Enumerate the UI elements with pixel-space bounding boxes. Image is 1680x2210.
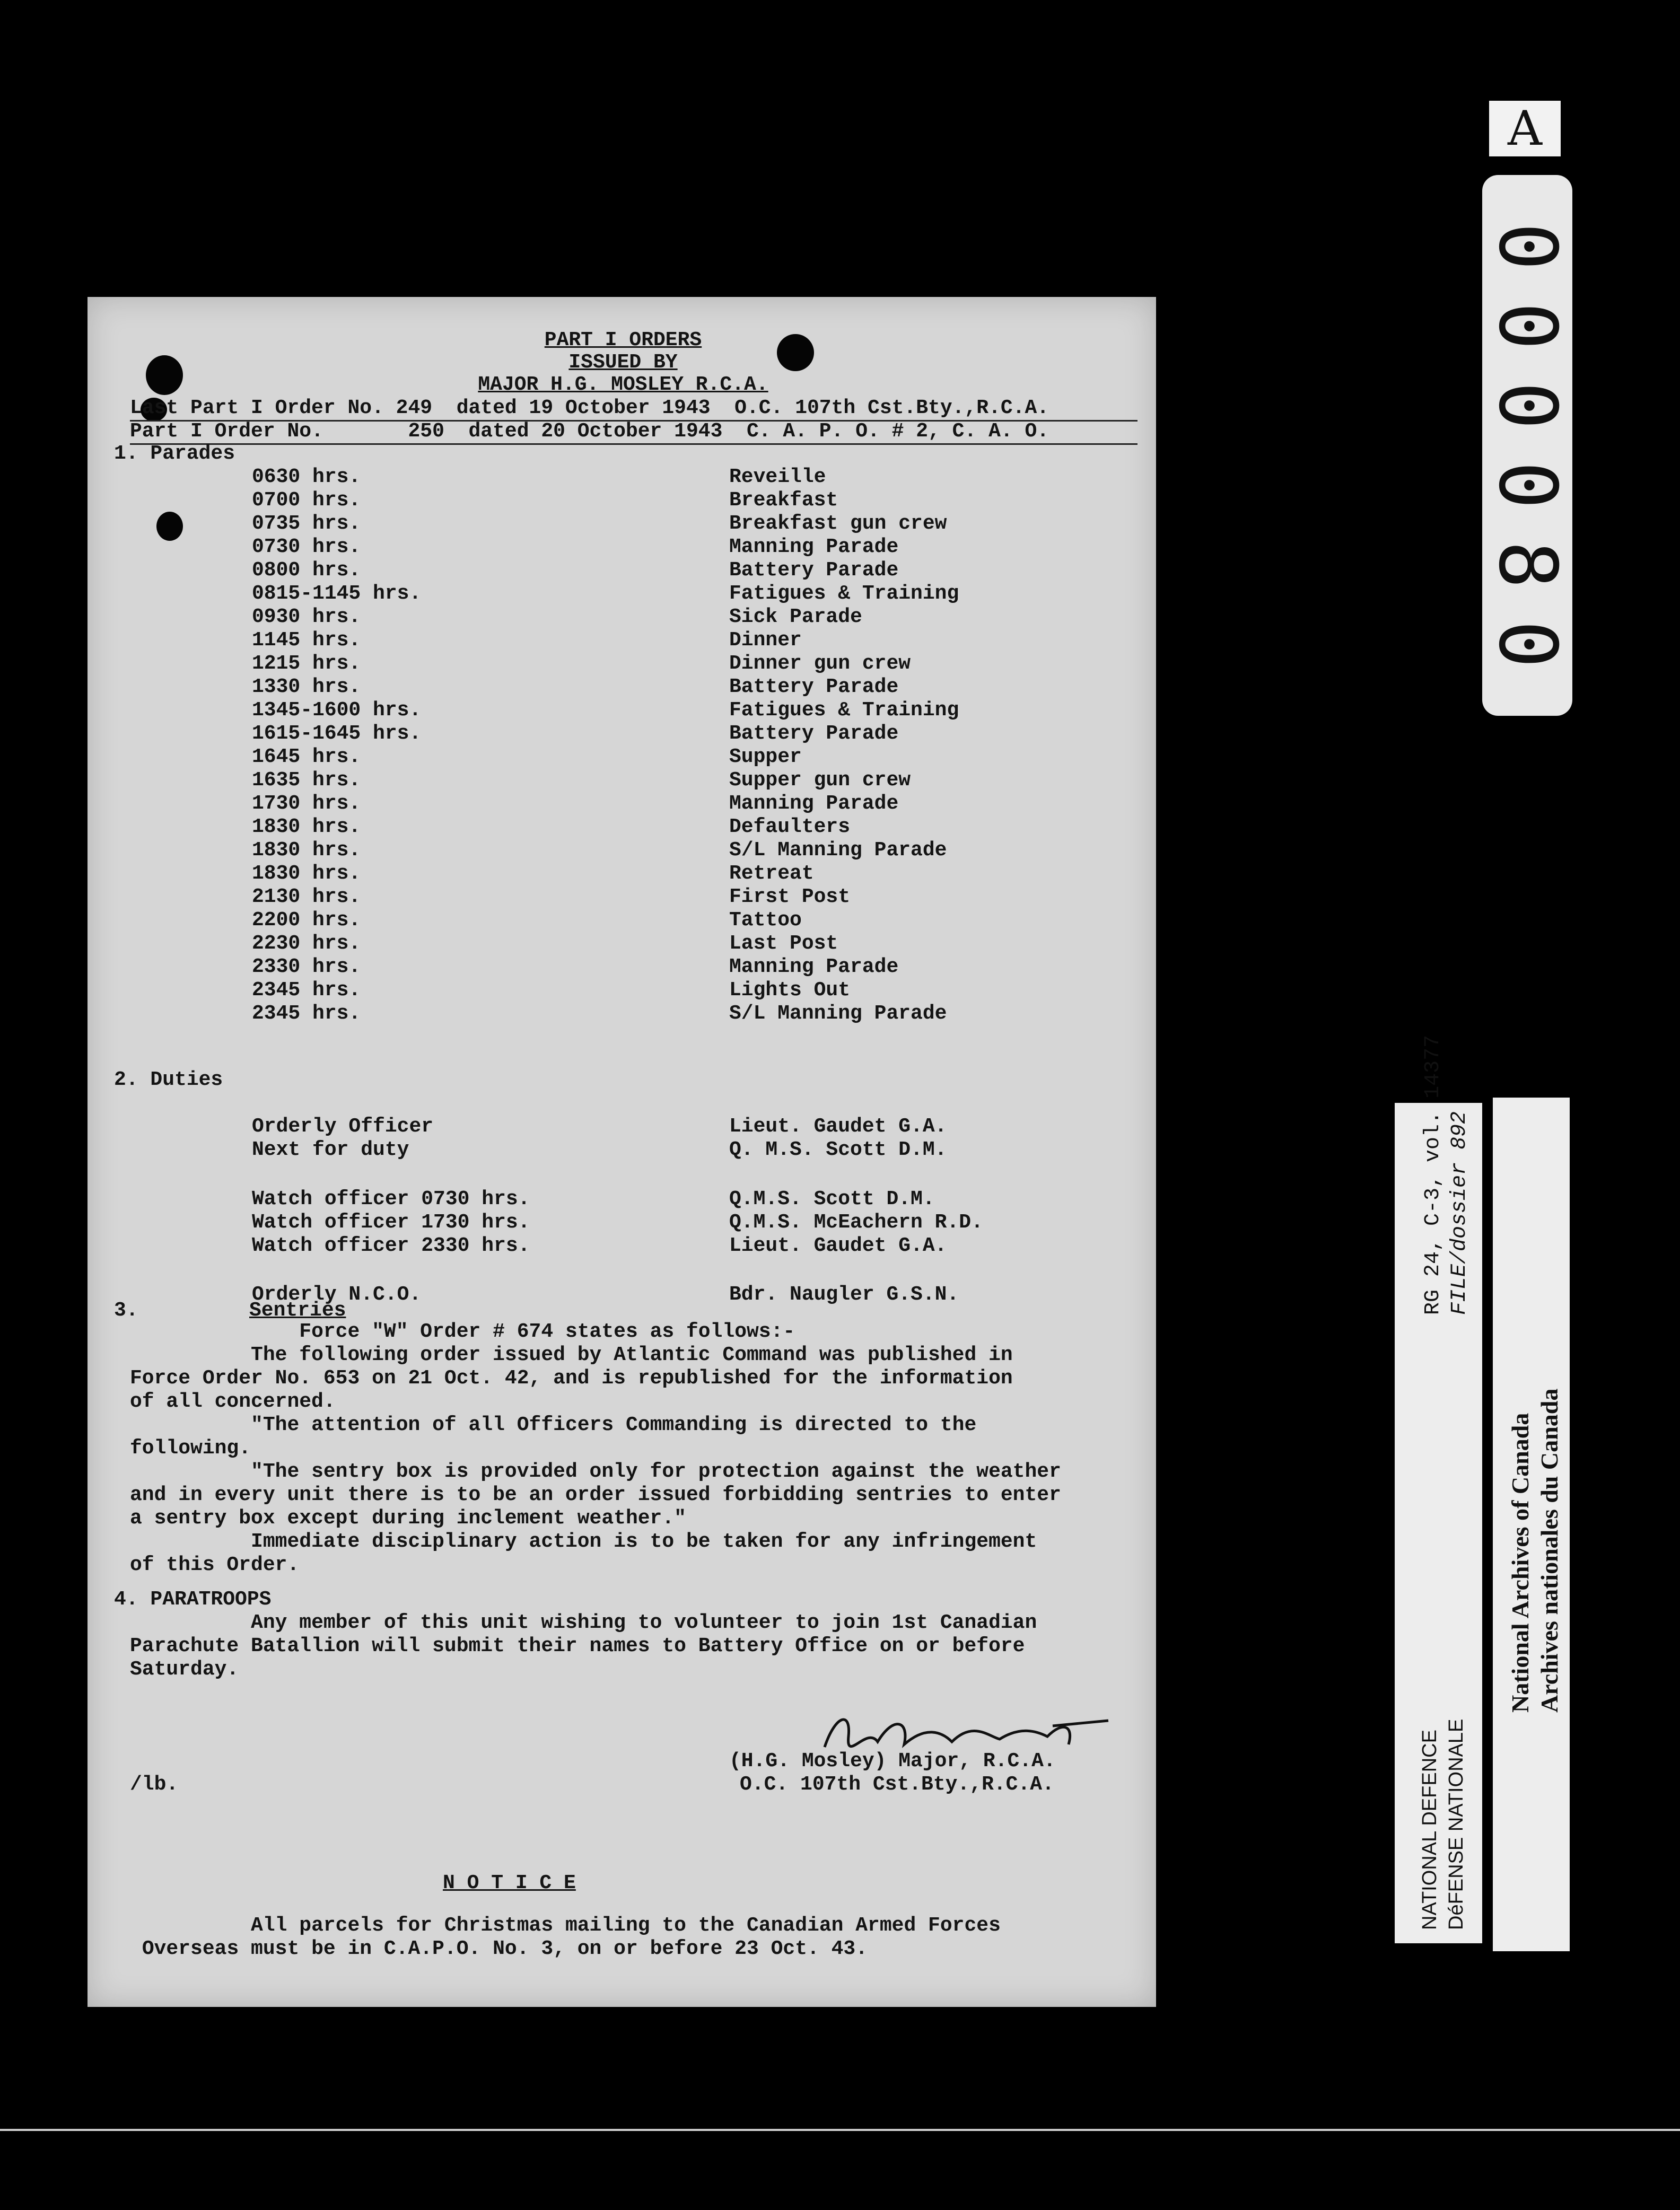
sentries-paragraph-5: Immediate disciplinary action is to be taken for any infringement of this Order. [130,1530,1037,1576]
department-english: NATIONAL DEFENCE [1419,1730,1441,1930]
duty-assignee: Q.M.S. Scott D.M. [729,1188,935,1211]
parade-time: 1730 hrs. [252,792,361,815]
parade-event: Retreat [729,862,814,885]
this-order-line: Part I Order No. 250 dated 20 October 1943 C. A. P. O. # 2, C. A. O. [130,420,1138,445]
parade-event: Supper gun crew [729,769,911,792]
duties-heading: 2. Duties [114,1068,223,1091]
paratroops-heading: 4. PARATROOPS [114,1588,272,1611]
parade-event: Battery Parade [729,676,899,698]
parade-time: 0630 hrs. [252,466,361,488]
duty-assignee: Lieut. Gaudet G.A. [729,1234,947,1257]
parade-time: 2130 hrs. [252,885,361,908]
parade-event: Dinner gun crew [729,652,911,675]
archive-file-number: FILE/dossier 892 [1448,1111,1472,1315]
signature-name: (H.G. Mosley) Major, R.C.A. [729,1750,1056,1773]
archive-label-right [1493,1098,1570,1951]
department-french: DéFENSE NATIONALE [1445,1718,1467,1930]
parade-time: 2345 hrs. [252,1002,361,1025]
parade-event: Dinner [729,629,802,652]
frame-digit: 0 [1481,620,1573,669]
sentries-paragraph-4: "The sentry box is provided only for protection against the weather and in every unit there is to be an order issued forbidding sentries to enter a sentry box except during inclement weather." [130,1460,1061,1530]
parade-time: 0800 hrs. [252,559,361,582]
parade-event: Manning Parade [729,792,899,815]
parade-time: 1830 hrs. [252,815,361,838]
parade-event: Battery Parade [729,722,899,745]
frame-digit: 0 [1481,302,1573,350]
archive-reference: RG 24, C-3, vol. 14377 [1421,1034,1445,1315]
parade-time: 1830 hrs. [252,839,361,862]
parade-event: Fatigues & Training [729,582,959,605]
notice-text: All parcels for Christmas mailing to the Canadian Armed Forces Overseas must be in C.A.P.O. No. 3, on or before 23 Oct. 43. [142,1914,1001,1960]
duty-assignee: Q.M.S. McEachern R.D. [729,1211,983,1234]
document-title: PART I ORDERS [544,329,702,352]
duty-role: Watch officer 2330 hrs. [252,1234,530,1257]
parade-time: 1330 hrs. [252,676,361,698]
parade-event: Reveille [729,466,826,488]
frame-digit: 0 [1481,222,1573,271]
parade-event: Defaulters [729,815,851,838]
parade-event: Sick Parade [729,606,862,628]
parade-event: Breakfast gun crew [729,512,947,535]
parade-event: Fatigues & Training [729,699,959,722]
frame-number-strip [1482,175,1572,716]
duty-role: Orderly N.C.O. [252,1283,422,1306]
duty-role: Orderly Officer [252,1115,434,1138]
sentries-paragraph-1: Force "W" Order # 674 states as follows:- [130,1320,795,1343]
signature-title: O.C. 107th Cst.Bty.,R.C.A. [740,1773,1054,1796]
parade-time: 1645 hrs. [252,746,361,768]
parade-time: 1830 hrs. [252,862,361,885]
parade-time: 0700 hrs. [252,489,361,512]
frame-letter-box: A [1489,101,1561,156]
typist-initials: /lb. [130,1773,179,1796]
frame-digit: 0 [1481,381,1573,430]
duty-role: Watch officer 1730 hrs. [252,1211,530,1234]
parade-time: 1615-1645 hrs. [252,722,422,745]
parade-event: S/L Manning Parade [729,839,947,862]
parade-time: 1635 hrs. [252,769,361,792]
last-order-line: Last Part I Order No. 249 dated 19 October 1943 O.C. 107th Cst.Bty.,R.C.A. [130,397,1138,422]
document-page [88,297,1156,2007]
parade-event: First Post [729,885,851,908]
parade-time: 2345 hrs. [252,979,361,1002]
parades-heading: 1. Parades [114,442,235,465]
parade-time: 0735 hrs. [252,512,361,535]
frame-digit: 8 [1481,540,1573,589]
duty-assignee: Q. M.S. Scott D.M. [729,1138,947,1161]
parade-event: Last Post [729,932,838,955]
archives-name-french: Archives nationales du Canada [1536,1388,1563,1713]
sentries-heading: Sentries [249,1299,346,1322]
punch-hole [156,512,183,541]
parade-event: Manning Parade [729,536,899,558]
duty-role: Watch officer 0730 hrs. [252,1188,530,1211]
parade-time: 1145 hrs. [252,629,361,652]
parade-event: Tattoo [729,909,802,932]
notice-heading: N O T I C E [443,1872,576,1895]
parade-time: 2200 hrs. [252,909,361,932]
sentries-paragraph-2: The following order issued by Atlantic Command was published in Force Order No. 653 on 21 Oct. 42, and is republished for the information of all concerned. [130,1344,1013,1413]
scan-edge-line [0,2129,1680,2131]
parade-event: Lights Out [729,979,851,1002]
sentries-paragraph-3: "The attention of all Officers Commanding is directed to the following. [130,1414,977,1460]
archive-label-left [1395,1034,1482,1943]
duty-role: Next for duty [252,1138,409,1161]
parade-event: Battery Parade [729,559,899,582]
parade-event: Supper [729,746,802,768]
parade-time: 1345-1600 hrs. [252,699,422,722]
parade-event: S/L Manning Parade [729,1002,947,1025]
paratroops-text: Any member of this unit wishing to volunteer to join 1st Canadian Parachute Batallion will submit their names to Battery Office on or before Saturday. [130,1611,1037,1681]
sentries-number: 3. [114,1299,138,1322]
parade-event: Manning Parade [729,955,899,978]
parade-event: Breakfast [729,489,838,512]
duty-assignee: Lieut. Gaudet G.A. [729,1115,947,1138]
parade-time: 1215 hrs. [252,652,361,675]
parade-time: 2330 hrs. [252,955,361,978]
parade-time: 0730 hrs. [252,536,361,558]
issued-by: ISSUED BY [568,351,678,374]
issuing-officer: MAJOR H.G. MOSLEY R.C.A. [478,373,768,396]
parade-time: 2230 hrs. [252,932,361,955]
frame-digit: 0 [1481,461,1573,510]
archives-name-english: National Archives of Canada [1507,1413,1534,1713]
duty-assignee: Bdr. Naugler G.S.N. [729,1283,959,1306]
parade-time: 0930 hrs. [252,606,361,628]
parade-time: 0815-1145 hrs. [252,582,422,605]
